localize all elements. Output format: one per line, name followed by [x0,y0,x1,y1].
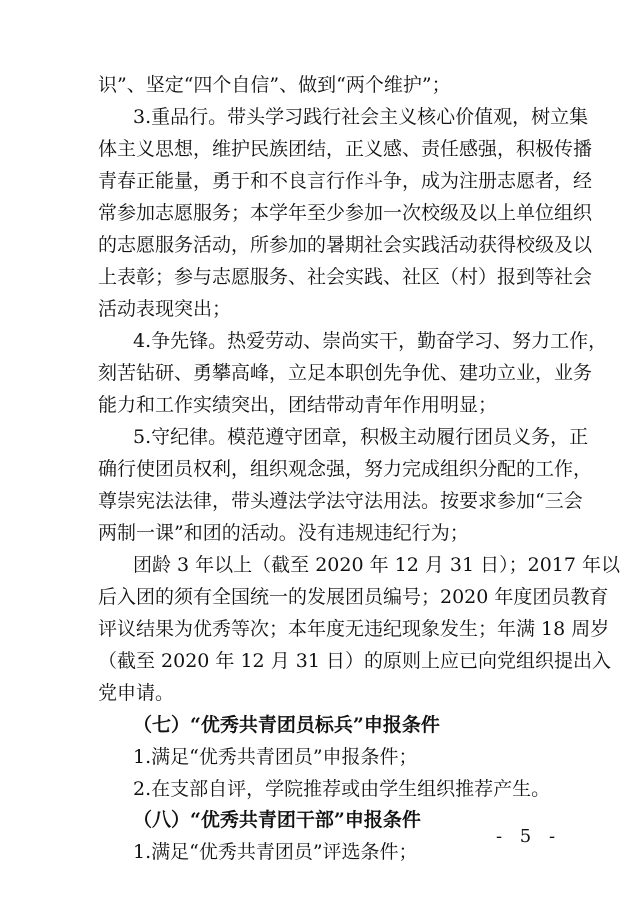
paragraph-line: 团龄 3 年以上（截至 2020 年 12 月 31 日）；2017 年以 [133,554,621,576]
paragraph-line: 尊崇宪法法律，带头遵法学法守法用法。按要求参加“三会 [98,490,583,512]
section-heading: （七）“优秀共青团员标兵”申报条件 [133,714,440,736]
paragraph-line: 常参加志愿服务；本学年至少参加一次校级及以上单位组织 [98,202,593,224]
paragraph-line: 的志愿服务活动，所参加的暑期社会实践活动获得校级及以 [98,234,593,256]
paragraph-line: 刻苦钻研、勇攀高峰，立足本职创先争优、建功立业，业务 [98,362,593,384]
paragraph-line: 活动表现突出； [98,298,232,320]
paragraph-line: 上表彰；参与志愿服务、社会实践、社区（村）报到等社会 [98,266,593,288]
paragraph-line: 3.重品行。带头学习践行社会主义核心价值观，树立集 [133,106,589,128]
paragraph-line: 识”、坚定“四个自信”、做到“两个维护”； [98,74,451,96]
paragraph-line: 4.争先锋。热爱劳动、崇尚实干，勤奋学习、努力工作， [133,330,608,352]
paragraph-line: 能力和工作实绩突出，团结带动青年作用明显； [98,394,498,416]
paragraph-line: 1.满足“优秀共青团员”申报条件； [133,746,418,768]
paragraph-line: 党申请。 [98,682,175,704]
section-heading: （八）“优秀共青团干部”申报条件 [133,809,421,831]
page-number: - 5 - [496,826,562,847]
paragraph-line: 评议结果为优秀等次；本年度无违纪现象发生；年满 18 周岁 [98,618,610,640]
paragraph-line: 2.在支部自评，学院推荐或由学生组织推荐产生。 [133,778,551,800]
paragraph-line: 体主义思想，维护民族团结，正义感、责任感强，积极传播 [98,138,593,160]
paragraph-line: 两制一课”和团的活动。没有违规违纪行为； [98,522,469,544]
paragraph-line: 5.守纪律。模范遵守团章，积极主动履行团员义务，正 [133,426,589,448]
paragraph-line: 后入团的须有全国统一的发展团员编号；2020 年度团员教育 [98,586,609,608]
paragraph-line: 青春正能量，勇于和不良言行作斗争，成为注册志愿者，经 [98,170,593,192]
paragraph-line: 确行使团员权利，组织观念强，努力完成组织分配的工作， [98,458,593,480]
paragraph-line: （截至 2020 年 12 月 31 日）的原则上应已向党组织提出入 [98,650,611,672]
paragraph-line: 1.满足“优秀共青团员”评选条件； [133,841,418,863]
